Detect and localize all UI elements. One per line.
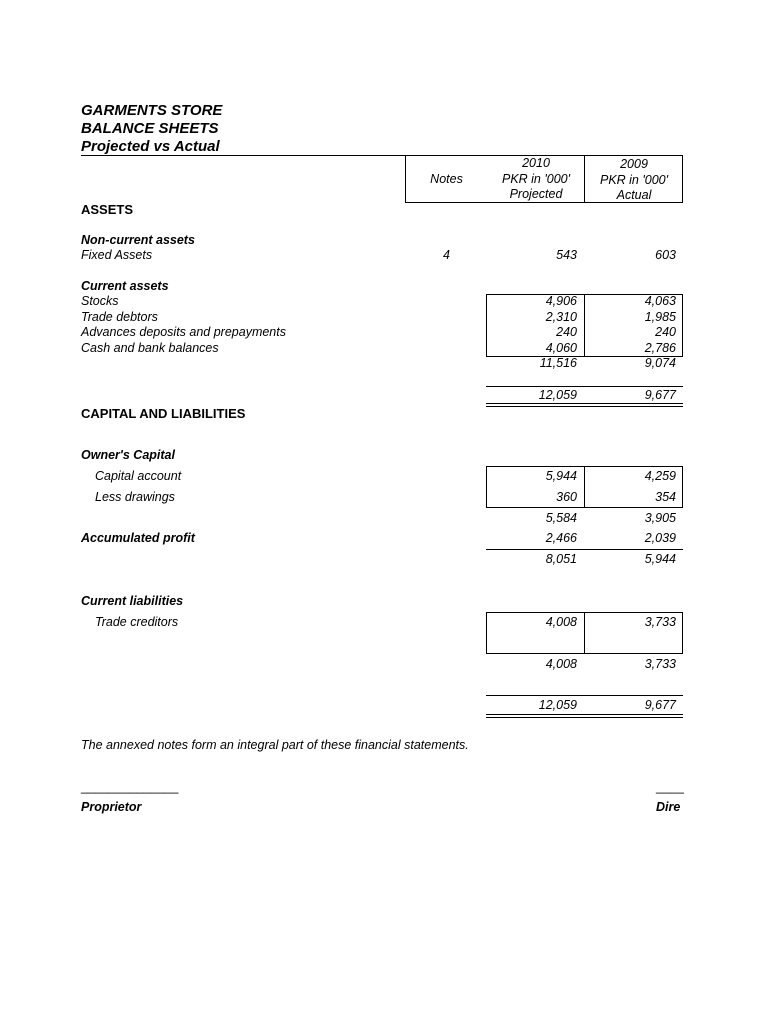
- header-2009-year: 2009: [620, 157, 648, 171]
- trade-creditors-projected: 4,008: [545, 615, 577, 629]
- stocks-actual: 4,063: [644, 294, 676, 308]
- grand-total-topline: [486, 695, 683, 696]
- stocks-projected: 4,906: [545, 294, 577, 308]
- assets-total-doubleline-1: [486, 403, 683, 404]
- stocks-label: Stocks: [81, 294, 119, 308]
- assets-total-topline: [486, 386, 683, 387]
- annexed-notes-statement: The annexed notes form an integral part of these financial statements.: [81, 738, 469, 752]
- company-name: GARMENTS STORE: [81, 102, 223, 119]
- current-liabilities-total-projected: 4,008: [545, 657, 577, 671]
- cash-projected: 4,060: [545, 341, 577, 355]
- owners-capital-net-actual: 3,905: [644, 511, 676, 525]
- trade-creditors-actual: 3,733: [644, 615, 676, 629]
- assets-total-projected: 12,059: [538, 388, 577, 402]
- advances-actual: 240: [655, 325, 676, 339]
- proprietor-label: Proprietor: [81, 800, 142, 814]
- accumulated-profit-projected: 2,466: [545, 531, 577, 545]
- assets-total-actual: 9,677: [644, 388, 676, 402]
- advances-projected: 240: [556, 325, 577, 339]
- assets-heading: ASSETS: [81, 202, 134, 217]
- less-drawings-actual: 354: [655, 490, 676, 504]
- trade-debtors-actual: 1,985: [644, 310, 676, 324]
- owners-capital-heading: Owner's Capital: [81, 448, 175, 462]
- statement-title: BALANCE SHEETS: [81, 120, 219, 137]
- header-2010-unit: PKR in '000': [501, 172, 570, 186]
- current-liabilities-total-actual: 3,733: [644, 657, 676, 671]
- assets-total-doubleline-2: [486, 406, 683, 407]
- trade-creditors-label: Trade creditors: [95, 615, 179, 629]
- capital-liabilities-heading: CAPITAL AND LIABILITIES: [81, 406, 246, 421]
- header-2010-year: 2010: [522, 156, 550, 170]
- current-assets-heading: Current assets: [81, 279, 169, 293]
- equity-total-topline: [486, 549, 683, 550]
- header-2009-unit: PKR in '000': [599, 173, 668, 187]
- current-assets-subtotal-projected: 11,516: [539, 356, 577, 370]
- accumulated-profit-label: Accumulated profit: [81, 531, 195, 545]
- fixed-assets-actual: 603: [655, 248, 676, 262]
- less-drawings-label: Less drawings: [95, 490, 175, 504]
- statement-subtitle: Projected vs Actual: [81, 138, 220, 155]
- non-current-assets-heading: Non-current assets: [81, 233, 195, 247]
- current-assets-subtotal-actual: 9,074: [644, 356, 676, 370]
- director-label: Dire: [656, 800, 681, 814]
- accumulated-profit-actual: 2,039: [644, 531, 676, 545]
- less-drawings-projected: 360: [556, 490, 577, 504]
- trade-debtors-projected: 2,310: [545, 310, 577, 324]
- capital-account-label: Capital account: [95, 469, 182, 483]
- cash-label: Cash and bank balances: [81, 341, 219, 355]
- grand-total-actual: 9,677: [644, 698, 676, 712]
- fixed-assets-label: Fixed Assets: [81, 248, 153, 262]
- equity-total-projected: 8,051: [545, 552, 577, 566]
- grand-total-doubleline-1: [486, 714, 683, 715]
- fixed-assets-note: 4: [443, 248, 450, 262]
- capital-account-projected: 5,944: [545, 469, 577, 483]
- trade-debtors-label: Trade debtors: [81, 310, 158, 324]
- notes-header: Notes: [430, 172, 463, 186]
- header-2010-type: Projected: [509, 187, 563, 201]
- capital-account-actual: 4,259: [644, 469, 676, 483]
- cash-actual: 2,786: [644, 341, 676, 355]
- fixed-assets-projected: 543: [556, 248, 577, 262]
- director-signature-line: ____: [656, 780, 684, 794]
- current-liabilities-heading: Current liabilities: [81, 594, 184, 608]
- proprietor-signature-line: ______________: [81, 780, 179, 794]
- advances-label: Advances deposits and prepayments: [81, 325, 286, 339]
- grand-total-projected: 12,059: [538, 698, 577, 712]
- header-2009-type: Actual: [616, 188, 652, 202]
- equity-total-actual: 5,944: [644, 552, 676, 566]
- owners-capital-net-projected: 5,584: [545, 511, 577, 525]
- grand-total-doubleline-2: [486, 717, 683, 718]
